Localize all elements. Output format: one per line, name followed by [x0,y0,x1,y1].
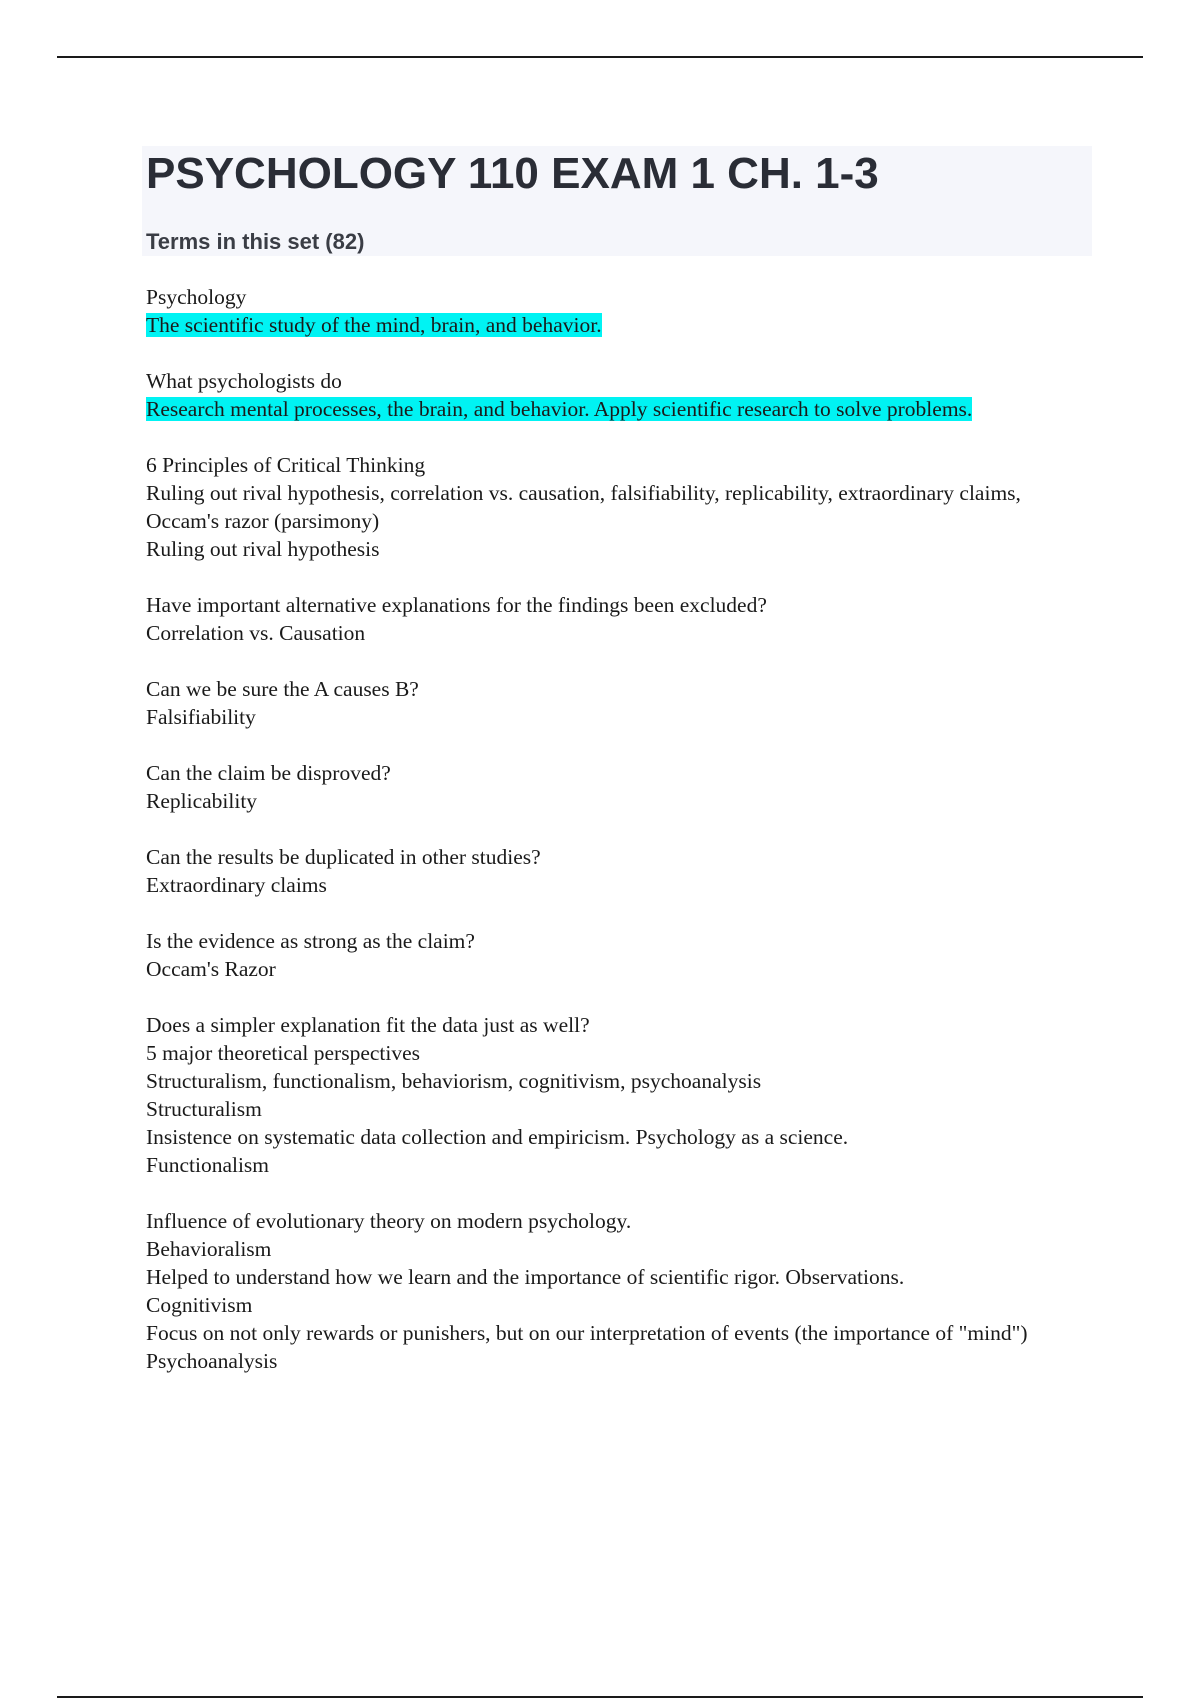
line-text: Is the evidence as strong as the claim? [146,929,475,953]
line-text: What psychologists do [146,369,342,393]
line-text: Does a simpler explanation fit the data just as well? [146,1013,590,1037]
line-gap [146,423,1096,451]
text-line [146,1235,1096,1263]
line-text: Correlation vs. Causation [146,621,366,645]
text-line [146,591,1096,619]
line-gap [146,647,1096,675]
line-text: The scientific study of the mind, brain, and behavior. [146,313,602,337]
text-line [146,1067,1096,1095]
text-line [146,535,1096,563]
bottom-rule [57,1696,1143,1698]
top-rule [57,56,1143,58]
line-text: Cognitivism [146,1293,253,1317]
highlighted-line [146,395,1096,423]
line-text: Psychology [146,285,247,309]
text-line [146,479,1096,535]
text-line [146,759,1096,787]
line-gap [146,731,1096,759]
line-text: 6 Principles of Critical Thinking [146,453,426,477]
line-text: Can the results be duplicated in other studies? [146,845,541,869]
text-line [146,1039,1096,1067]
line-text: Functionalism [146,1153,270,1177]
text-line [146,619,1096,647]
line-gap [146,983,1096,1011]
line-text: Can the claim be disproved? [146,761,391,785]
line-text: Ruling out rival hypothesis, correlation vs. causation, falsifiability, replicability, extraordinary claims, Occam's razor (parsimony) [146,481,1021,533]
text-line [146,1291,1096,1319]
text-line [146,787,1096,815]
line-text: Falsifiability [146,705,256,729]
text-line [146,1095,1096,1123]
line-gap [146,1179,1096,1207]
line-text: Ruling out rival hypothesis [146,537,380,561]
line-gap [146,899,1096,927]
line-text: Replicability [146,789,258,813]
text-line [146,1347,1096,1375]
line-text: Can we be sure the A causes B? [146,677,419,701]
text-line [146,703,1096,731]
line-text: Focus on not only rewards or punishers, but on our interpretation of events (the importance of "mind") [146,1321,1028,1345]
line-text: 5 major theoretical perspectives [146,1041,421,1065]
text-line [146,871,1096,899]
line-text: Influence of evolutionary theory on modern psychology. [146,1209,632,1233]
text-line [146,1151,1096,1179]
text-line [146,675,1096,703]
line-text: Helped to understand how we learn and the importance of scientific rigor. Observations. [146,1265,905,1289]
text-line [146,1207,1096,1235]
text-line [146,1123,1096,1151]
line-gap [146,339,1096,367]
text-line [146,1263,1096,1291]
line-text: Psychoanalysis [146,1349,278,1373]
line-text: Extraordinary claims [146,873,327,897]
highlighted-line [146,311,1096,339]
line-gap [146,815,1096,843]
text-line [146,367,1096,395]
line-text: Have important alternative explanations for the findings been excluded? [146,593,767,617]
text-line [146,927,1096,955]
line-text: Structuralism [146,1097,262,1121]
terms-content [146,283,1096,1375]
line-text: Insistence on systematic data collection and empiricism. Psychology as a science. [146,1125,849,1149]
text-line [146,843,1096,871]
text-line [146,1319,1096,1347]
line-text: Behavioralism [146,1237,272,1261]
terms-count-subtitle: Terms in this set (82) [146,229,365,254]
text-line [146,283,1096,311]
line-text: Research mental processes, the brain, and behavior. Apply scientific research to solve problems. [146,397,973,421]
line-text: Occam's Razor [146,957,276,981]
line-gap [146,563,1096,591]
document-title: PSYCHOLOGY 110 EXAM 1 CH. 1-3 [146,149,879,198]
text-line [146,451,1096,479]
text-line [146,1011,1096,1039]
text-line [146,955,1096,983]
line-text: Structuralism, functionalism, behaviorism, cognitivism, psychoanalysis [146,1069,762,1093]
